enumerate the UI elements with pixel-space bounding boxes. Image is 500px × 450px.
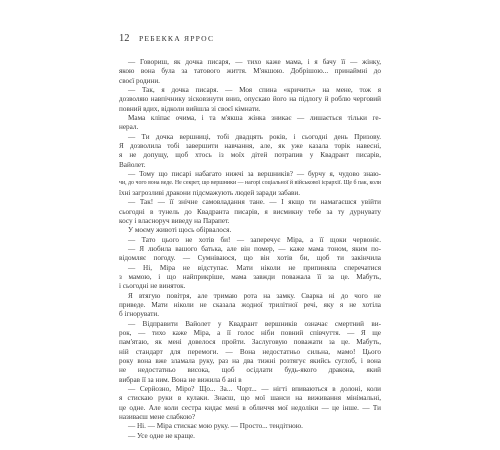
text-line: я стискаю руки в кулаки. Знаєш, що мої шанси на виживання мінімальні, xyxy=(119,394,381,403)
text-line: У моєму животі щось обірвалося. xyxy=(128,226,232,235)
text-line: сьогодні в тунель до Квадранта писарів, я висмикну тебе за ту дурнувату xyxy=(119,207,381,216)
text-line: Я дозволила тобі завершити навчання, але, як уже казала торік навесні, xyxy=(119,142,381,151)
text-line: це одне. Але коли сестра кидає мені в обличчя мої недоліки — це інше. — Ти xyxy=(119,403,381,412)
text-line: — Тому що писарі набагато нижчі за вершників? — бурчу я, чудово знаю- xyxy=(128,170,381,179)
text-line: називаєш мене слабкою? xyxy=(119,413,196,422)
text-line: — Ні. — Міра стискає мою руку. — Просто... тендітною. xyxy=(128,422,303,431)
text-line: року вона вже зламала руку, раз на два тижні розтягує якийсь суглоб, і вона xyxy=(119,357,381,365)
text-line: — Усе одне не краще. xyxy=(128,431,195,440)
text-line: їхні загрозливі дракони підсмажують людей заради забави. xyxy=(119,188,301,197)
text-line: вибрав її за ним. Вона не вижила б ані в xyxy=(119,375,242,384)
text-line: — Я любила вашого батька, але він помер, — каже мама тоном, яким по- xyxy=(128,244,381,253)
text-line: якою вона була за татового життя. М'якшою. Добрішою... принаймні до xyxy=(119,67,381,76)
text-line: — Відправити Вайолет у Квадрант вершників означає смертний ви- xyxy=(128,319,381,328)
text-line: не недостатньо висока, щоб осідлати будь-якого дракона, який xyxy=(119,366,381,375)
text-line: — Так, я дочка писаря. — Моя спина «кричить» на мене, тож я xyxy=(128,86,381,95)
text-line: повний вдих, відколи вийшла зі своєї кімнати. xyxy=(119,104,261,113)
text-line: нерал. xyxy=(119,123,139,132)
text-line: — Серйозно, Міро? Що... За... Чорт... — нігті впиваються в долоні, коли xyxy=(128,385,381,394)
text-line: ній стандарт для перемоги. — Вона недостатньо сильна, мамо! Цього xyxy=(119,347,381,356)
text-line: дозволяю навпічнику зісковзнути вниз, опускаю його на підлогу й роблю черговий xyxy=(119,95,381,104)
text-line: — Тато цього не хотів би! — заперечує Міра, а її щоки червоніє. xyxy=(128,235,381,244)
text-line: своєї родини. xyxy=(119,76,160,85)
running-head: РЕБЕККА ЯРРОС xyxy=(139,34,215,43)
page-number: 12 xyxy=(119,33,130,44)
text-line: пам'ятаю, як мені довелося пройти. Заслуговую поважати за це. Мабуть, xyxy=(119,338,381,347)
text-line: рок, — тихо каже Міра, а її голос ніби повний співчуття. — Я ще xyxy=(119,328,381,337)
text-line: — Ти дочка вершниці, тобі двадцять років, і сьогодні день Призову. xyxy=(128,132,381,141)
text-line: косу і власноруч виведу на Парапет. xyxy=(119,216,230,225)
text-line: Я втягую повітря, але тримаю рота на замку. Сварка ні до чого не xyxy=(128,291,381,300)
text-line: я не допущу, щоб хтось із моїх дітей потрапив у Квадрант писарів, xyxy=(119,151,381,160)
text-line: приведе. Мати ніколи не сказала жодної трилітної речі, яку я не хотіла xyxy=(119,300,381,309)
text-line: б ігнорувати. xyxy=(119,310,160,319)
body-text xyxy=(119,58,381,441)
page-header xyxy=(119,33,381,45)
text-line: чи, до чого вона веде. Не секрет, що вершники — нагорі соціальної й військової ієрархії. Ще б пак, коли xyxy=(119,180,382,187)
text-line: — Ні, Міра не відступає. Мати ніколи не припиняла сперечатися xyxy=(128,263,381,272)
text-line: відомляє погоду. — Сумніваюся, що він хотів би, щоб ти закінчила xyxy=(119,254,381,263)
text-line: Вайолет. xyxy=(119,160,146,169)
text-line: Мама кліпає очима, і та м'якша жінка зникає — лишається тільки ге- xyxy=(128,114,381,123)
text-line: з мамою, і що найприкріше, мама завжди поважала її за це. Мабуть, xyxy=(119,272,381,281)
text-line: — Говориш, як дочка писаря, — тихо каже мама, і я бачу її — жінку, xyxy=(128,58,381,66)
text-line: — Так! — її знічне самовладання тане. — І якщо ти намагаєшся увійти xyxy=(128,198,381,207)
text-line: і сьогодні не виняток. xyxy=(119,282,186,291)
